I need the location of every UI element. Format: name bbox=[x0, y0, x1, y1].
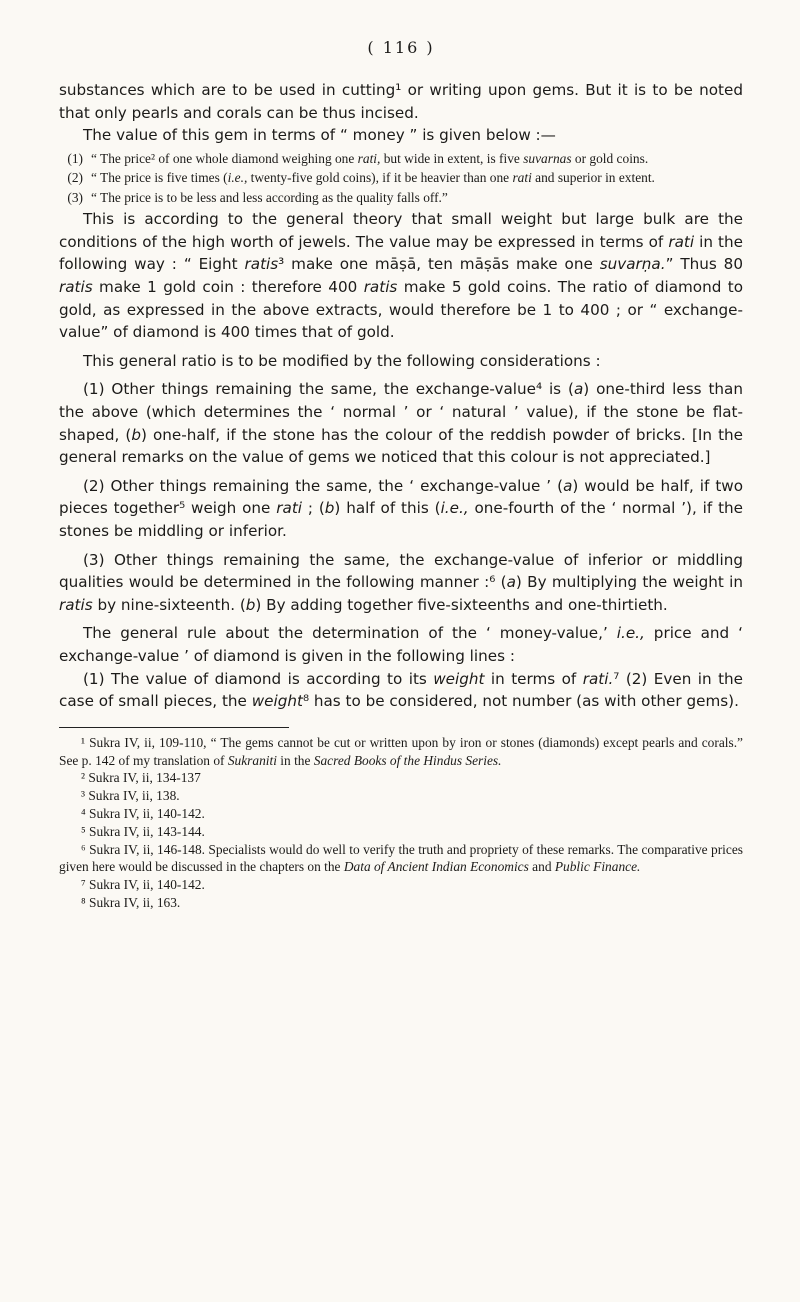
footnote-2: ² Sukra IV, ii, 134-137 bbox=[81, 770, 201, 786]
main-text bbox=[59, 79, 743, 713]
page bbox=[59, 38, 743, 912]
footnote-3: ³ Sukra IV, ii, 138. bbox=[81, 788, 180, 804]
footnote-4: ⁴ Sukra IV, ii, 140-142. bbox=[81, 805, 205, 821]
paragraph-2: The value of this gem in terms of “ money ” is given below :— bbox=[83, 126, 556, 145]
footnote-1: ¹ Sukra IV, ii, 109-110, “ The gems cannot be cut or written upon by iron or stones (diamonds) except pearls and corals.” See p. 142 of my translation of Sukraniti in the Sacred Books of the Hindus Series. bbox=[59, 734, 743, 768]
footnotes bbox=[59, 734, 743, 912]
quote-item: (2) “ The price is five times (i.e., twenty-five gold coins), if it be heavier than one rati and superior in extent. bbox=[67, 170, 655, 186]
quote-item: (3) “ The price is to be less and less according as the quality falls off.” bbox=[67, 189, 448, 205]
paragraph-4: This general ratio is to be modified by the following considerations : bbox=[83, 351, 601, 370]
quoted-extracts bbox=[59, 150, 743, 207]
footnote-6: ⁶ Sukra IV, ii, 146-148. Specialists would do well to verify the truth and propriety of these remarks. The comparative prices given here would be discussed in the chapters on the Data of Ancient Indian Economics and Public Finance. bbox=[59, 841, 743, 875]
paragraph-6: (2) Other things remaining the same, the ‘ exchange-value ’ (a) would be half, if two pieces together⁵ weigh one rati ; (b) half of this (i.e., one-fourth of the ‘ normal ’), if the stones be middling or inferior. bbox=[59, 476, 744, 540]
paragraph-9: (1) The value of diamond is according to its weight in terms of rati.⁷ (2) Even in the case of small pieces, the weight⁸ has to be considered, not number (as with other gems). bbox=[59, 669, 743, 711]
footnote-5: ⁵ Sukra IV, ii, 143-144. bbox=[81, 823, 205, 839]
footnote-divider bbox=[59, 727, 289, 728]
paragraph-3: This is according to the general theory that small weight but large bulk are the conditions of the high worth of jewels. The value may be expressed in terms of rati in the following way : “ Eight ratis³ make one māṣā, ten māṣās make one suvarṇa.” Thus 80 ratis make 1 gold coin : therefore 400 ratis make 5 gold coins. The ratio of diamond to gold, as expressed in the above extracts, would therefore be 1 to 400 ; or “ exchange-value” of diamond is 400 times that of gold. bbox=[59, 210, 744, 342]
footnote-8: ⁸ Sukra IV, ii, 163. bbox=[81, 894, 181, 910]
paragraph-7: (3) Other things remaining the same, the exchange-value of inferior or middling qualities would be determined in the following manner :⁶ (a) By multiplying the weight in ratis by nine-sixteenth. (b) By adding together five-sixteenths and one-thirtieth. bbox=[59, 550, 743, 614]
paragraph-1: substances which are to be used in cutting¹ or writing upon gems. But it is to be noted that only pearls and corals can be thus incised. bbox=[59, 81, 743, 122]
footnote-7: ⁷ Sukra IV, ii, 140-142. bbox=[81, 877, 205, 893]
paragraph-5: (1) Other things remaining the same, the exchange-value⁴ is (a) one-third less than the above (which determines the ‘ normal ’ or ‘ natural ’ value), if the stone be flat-shaped, (b) one-half, if the stone has the colour of the reddish powder of bricks. [In the general remarks on the value of gems we noticed that this colour is not appreciated.] bbox=[59, 380, 744, 467]
page-number: ( 116 ) bbox=[367, 38, 435, 57]
quote-item: (1) “ The price² of one whole diamond weighing one rati, but wide in extent, is five suvarnas or gold coins. bbox=[67, 150, 649, 166]
paragraph-8: The general rule about the determination of the ‘ money-value,’ i.e., price and ‘ exchange-value ’ of diamond is given in the following lines : bbox=[59, 624, 743, 665]
